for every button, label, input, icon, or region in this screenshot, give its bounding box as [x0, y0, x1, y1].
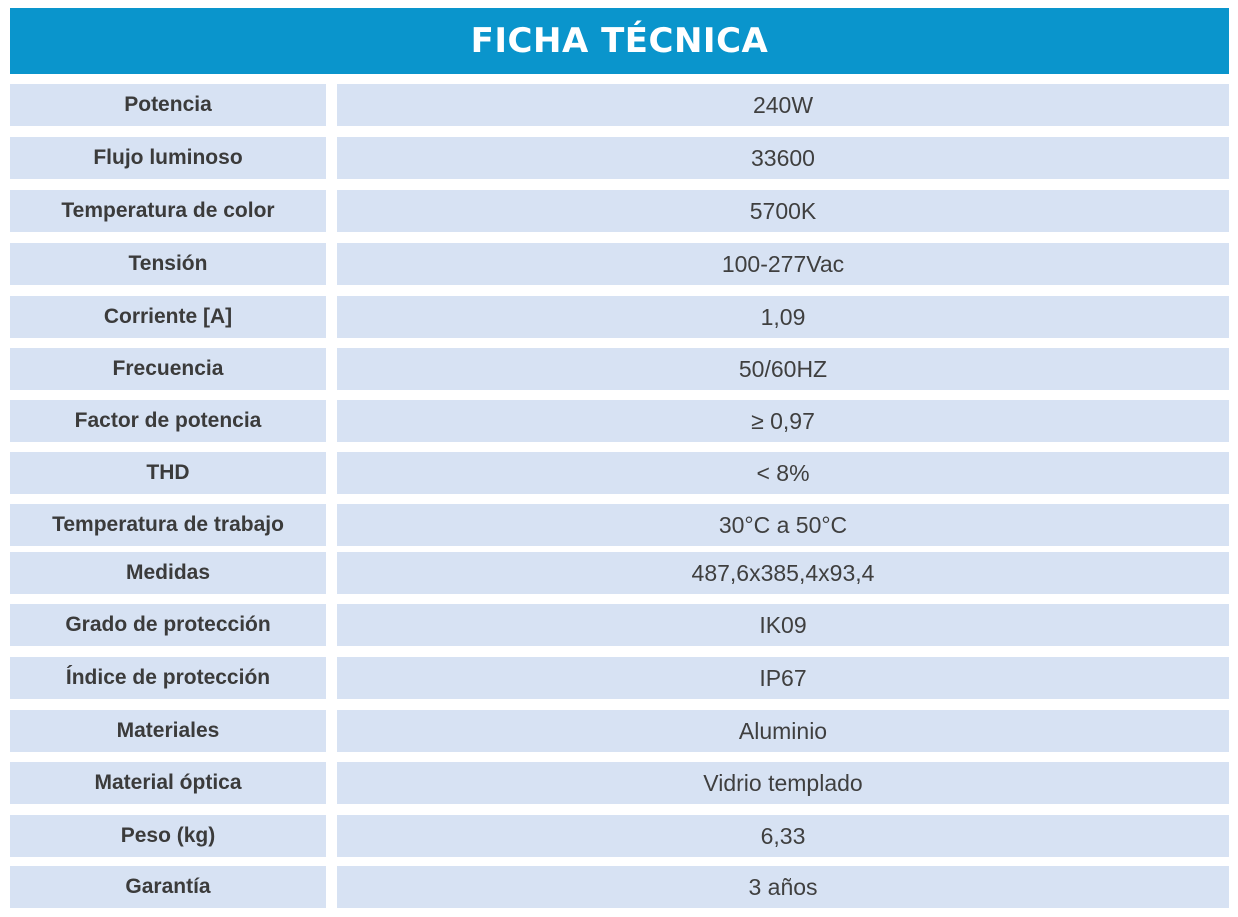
spec-label: Factor de potencia [10, 400, 326, 442]
table-row [0, 348, 1238, 390]
spec-label: Medidas [10, 552, 326, 594]
table-row [0, 710, 1238, 752]
table-row [0, 815, 1238, 857]
table-row [0, 604, 1238, 646]
spec-value: Aluminio [337, 710, 1229, 752]
spec-label: Grado de protección [10, 604, 326, 646]
table-row [0, 84, 1238, 126]
spec-label: THD [10, 452, 326, 494]
spec-value: Vidrio templado [337, 762, 1229, 804]
spec-label: Temperatura de color [10, 190, 326, 232]
spec-value: 240W [337, 84, 1229, 126]
spec-value: IP67 [337, 657, 1229, 699]
spec-label: Temperatura de trabajo [10, 504, 326, 546]
spec-value: ≥ 0,97 [337, 400, 1229, 442]
spec-value: 100-277Vac [337, 243, 1229, 285]
table-row [0, 400, 1238, 442]
table-row [0, 137, 1238, 179]
spec-value: 33600 [337, 137, 1229, 179]
spec-value: < 8% [337, 452, 1229, 494]
table-row [0, 504, 1238, 546]
spec-value: 5700K [337, 190, 1229, 232]
spec-sheet-title: FICHA TÉCNICA [470, 21, 769, 61]
table-row [0, 296, 1238, 338]
spec-label: Tensión [10, 243, 326, 285]
spec-value: 487,6x385,4x93,4 [337, 552, 1229, 594]
spec-value: IK09 [337, 604, 1229, 646]
table-row [0, 762, 1238, 804]
spec-label: Potencia [10, 84, 326, 126]
spec-value: 30°C a 50°C [337, 504, 1229, 546]
spec-label: Flujo luminoso [10, 137, 326, 179]
spec-value: 3 años [337, 866, 1229, 908]
spec-label: Corriente [A] [10, 296, 326, 338]
spec-label: Garantía [10, 866, 326, 908]
table-row [0, 243, 1238, 285]
table-row [0, 552, 1238, 594]
spec-label: Materiales [10, 710, 326, 752]
spec-label: Frecuencia [10, 348, 326, 390]
table-row [0, 190, 1238, 232]
spec-label: Material óptica [10, 762, 326, 804]
table-row [0, 452, 1238, 494]
table-row [0, 866, 1238, 908]
table-row [0, 657, 1238, 699]
spec-label: Peso (kg) [10, 815, 326, 857]
spec-label: Índice de protección [10, 657, 326, 699]
spec-value: 6,33 [337, 815, 1229, 857]
spec-value: 1,09 [337, 296, 1229, 338]
spec-value: 50/60HZ [337, 348, 1229, 390]
